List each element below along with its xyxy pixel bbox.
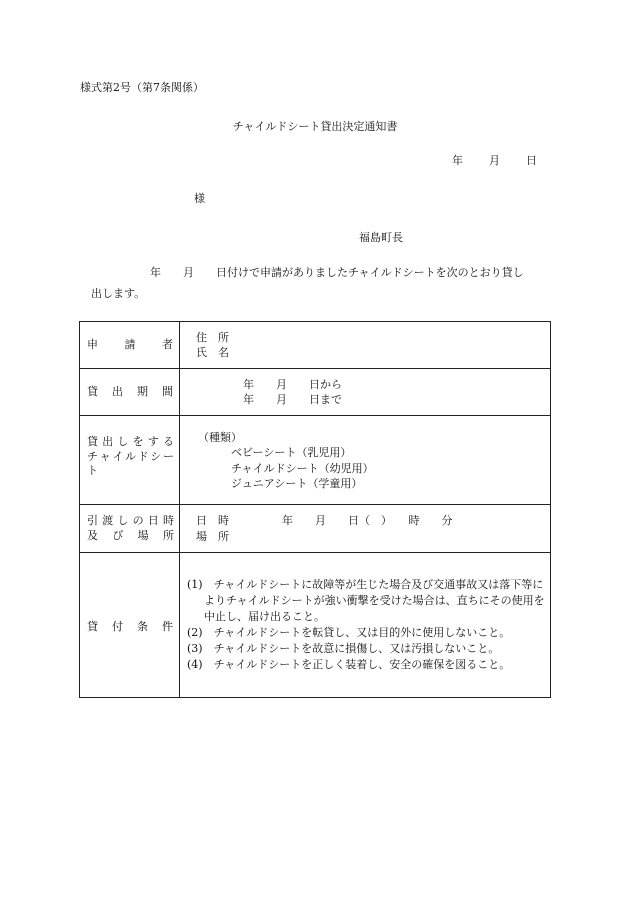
label-char: ー — [162, 449, 174, 463]
label-char: 時 — [162, 513, 174, 527]
seat-kind-heading: （種類） — [198, 431, 242, 444]
body-text-line1: 年 月 日付けで申請がありましたチャイルドシートを次のとおり貸し — [150, 266, 524, 279]
label-applicant — [80, 322, 180, 369]
label-char: 場 — [137, 528, 149, 542]
option-baby-seat: ベビーシート（乳児用） — [231, 446, 352, 460]
label-char: チ — [87, 449, 98, 463]
value-seat-type — [180, 416, 551, 505]
period-from: 年 月 日から — [243, 377, 342, 391]
address-label: 住 所 — [196, 330, 229, 344]
label-char: 条 — [137, 619, 148, 633]
label-char: 間 — [162, 384, 173, 398]
label-char: 者 — [162, 337, 173, 351]
label-handover — [80, 505, 180, 553]
value-applicant — [180, 322, 551, 369]
label-char: 貸 — [87, 384, 98, 398]
label-char: し — [117, 513, 129, 527]
label-seat-type — [80, 416, 180, 505]
document-title: チャイルドシート貸出決定通知書 — [232, 120, 398, 133]
value-conditions — [180, 553, 551, 698]
condition-item: (3) チャイルドシートを故意に損傷し、又は汚損しないこと。 — [187, 641, 500, 655]
label-char: 出 — [102, 434, 114, 448]
period-to: 年 月 日まで — [243, 393, 342, 406]
label-char: る — [162, 434, 174, 448]
label-char: シ — [150, 449, 162, 463]
label-char: す — [147, 434, 159, 448]
option-junior-seat: ジュニアシート（学童用） — [231, 477, 363, 491]
issuer-name: 福島町長 — [359, 231, 403, 244]
label-char: 付 — [112, 619, 123, 633]
date-day: 日 — [526, 154, 537, 167]
label-char: 引 — [87, 513, 98, 527]
form-number: 様式第2号（第7条関係） — [80, 81, 204, 94]
label-char: 出 — [112, 384, 123, 398]
label-char: 件 — [162, 619, 173, 633]
body-text-line2: 出します。 — [91, 287, 146, 300]
row-conditions — [80, 553, 551, 698]
label-char: 貸 — [87, 619, 98, 633]
details-table — [79, 321, 551, 698]
handover-datetime-value: 年 月 日（ ） 時 分 — [282, 514, 453, 528]
label-char: イ — [112, 449, 124, 463]
label-char: 日 — [147, 513, 159, 527]
label-conditions — [80, 553, 180, 698]
label-char: 及 — [87, 528, 98, 542]
label-char: び — [112, 528, 124, 542]
name-label: 氏 名 — [196, 346, 229, 359]
row-handover — [80, 505, 551, 553]
condition-item: (1) チャイルドシートに故障等が生じた場合及び交通事故又は落下等によりチャイルドシートが強い衝撃を受けた場合は、直ちにその使用を中止し、届け出ること。 — [187, 578, 545, 624]
value-period — [180, 369, 551, 416]
handover-datetime-label: 日 時 — [196, 514, 229, 528]
handover-place-label: 場 所 — [196, 529, 229, 543]
label-char: を — [132, 434, 144, 448]
label-char: 所 — [162, 528, 174, 542]
label-char: ル — [124, 449, 136, 463]
label-char: の — [132, 513, 144, 527]
row-seat-type — [80, 416, 551, 505]
label-period — [80, 369, 180, 416]
date-month: 月 — [489, 154, 500, 167]
label-char: 渡 — [102, 513, 114, 527]
value-handover — [180, 505, 551, 553]
label-char: 期 — [137, 384, 148, 398]
label-char: 請 — [124, 337, 136, 351]
date-year: 年 — [452, 154, 463, 167]
label-char: ャ — [99, 449, 111, 463]
row-period — [80, 369, 551, 416]
row-applicant — [80, 322, 551, 369]
label-char: ト — [87, 464, 98, 478]
label-char: 貸 — [87, 434, 98, 448]
issue-date — [452, 155, 537, 166]
label-char: し — [117, 434, 129, 448]
option-child-seat: チャイルドシート（幼児用） — [231, 461, 374, 475]
addressee: 様 — [194, 192, 205, 205]
condition-item: (2) チャイルドシートを転貸し、又は目的外に使用しないこと。 — [187, 626, 511, 639]
condition-item: (4) チャイルドシートを正しく装着し、安全の確保を図ること。 — [187, 657, 511, 671]
label-char: ド — [137, 449, 149, 463]
label-char: 申 — [87, 337, 98, 351]
